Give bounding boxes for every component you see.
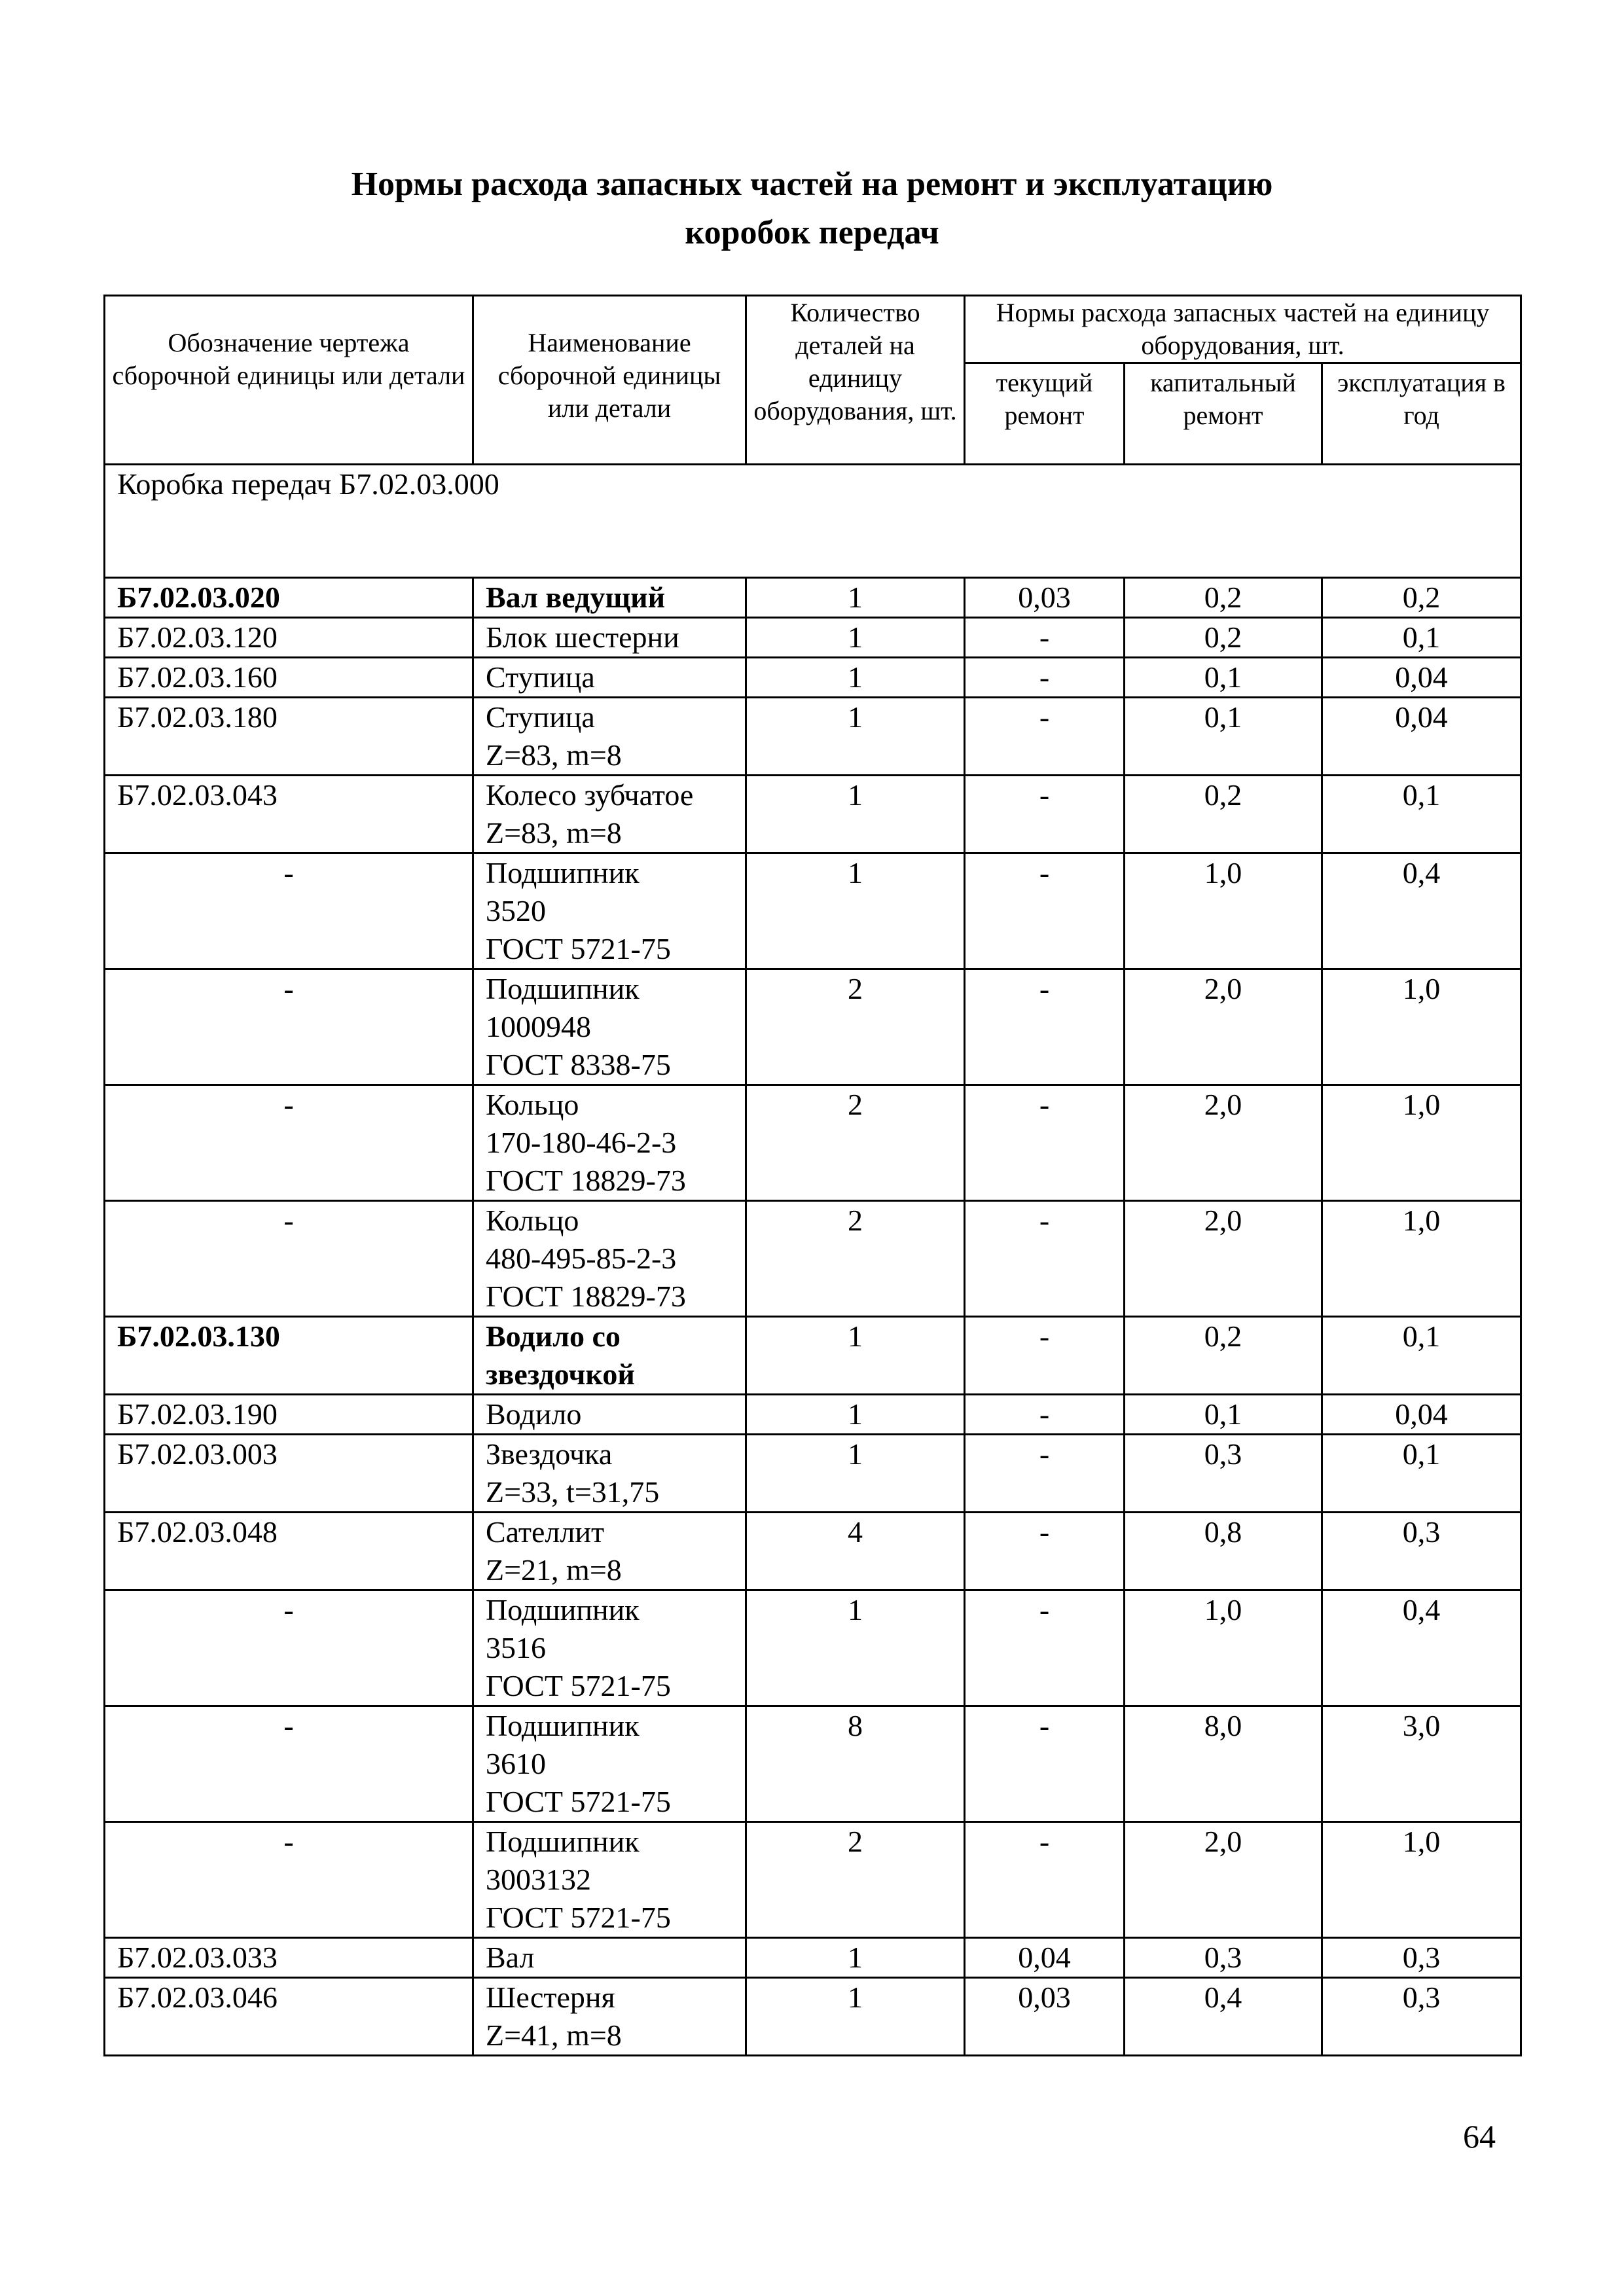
quantity-cell: 1 [746,1938,965,1978]
quantity-cell: 2 [746,1822,965,1938]
section-title: Коробка передач Б7.02.03.000 [105,465,1521,578]
current-repair-cell: - [965,658,1125,698]
capital-repair-cell: 0,8 [1125,1513,1322,1590]
current-repair-cell: 0,04 [965,1938,1125,1978]
name-cell: Вал [473,1938,746,1978]
operation-per-year-cell: 0,04 [1322,1395,1521,1435]
name-cell: Подшипник 3516 ГОСТ 5721-75 [473,1590,746,1706]
name-cell: Кольцо 170-180-46-2-3 ГОСТ 18829-73 [473,1085,746,1201]
current-repair-cell: - [965,1590,1125,1706]
current-repair-cell: - [965,1317,1125,1395]
operation-per-year-cell: 0,2 [1322,578,1521,618]
designation-cell: - [105,1822,473,1938]
quantity-cell: 8 [746,1706,965,1822]
table-row [105,1590,1521,1706]
page-title-line-2: коробок передач [685,214,939,251]
capital-repair-cell: 8,0 [1125,1706,1322,1822]
current-repair-cell: - [965,618,1125,658]
name-cell: Вал ведущий [473,578,746,618]
operation-per-year-cell: 0,3 [1322,1513,1521,1590]
operation-per-year-cell: 0,04 [1322,658,1521,698]
quantity-cell: 1 [746,776,965,853]
header-current-repair: текущий ремонт [965,363,1125,465]
capital-repair-cell: 0,4 [1125,1978,1322,2056]
quantity-cell: 2 [746,1201,965,1317]
operation-per-year-cell: 0,04 [1322,698,1521,776]
name-cell: Колесо зубчатое Z=83, m=8 [473,776,746,853]
capital-repair-cell: 1,0 [1125,1590,1322,1706]
name-cell: Подшипник 3610 ГОСТ 5721-75 [473,1706,746,1822]
name-cell: Блок шестерни [473,618,746,658]
quantity-cell: 1 [746,1395,965,1435]
designation-cell: Б7.02.03.043 [105,776,473,853]
quantity-cell: 1 [746,618,965,658]
current-repair-cell: - [965,853,1125,969]
designation-cell: - [105,1201,473,1317]
name-cell: Сателлит Z=21, m=8 [473,1513,746,1590]
header-name: Наименование сборочной единицы или детали [473,296,746,465]
table-row [105,1706,1521,1822]
operation-per-year-cell: 0,1 [1322,776,1521,853]
current-repair-cell: - [965,776,1125,853]
designation-cell: - [105,1590,473,1706]
header-quantity: Количество деталей на единицу оборудования, шт. [746,296,965,465]
quantity-cell: 1 [746,853,965,969]
designation-cell: Б7.02.03.046 [105,1978,473,2056]
capital-repair-cell: 0,1 [1125,658,1322,698]
table-row [105,1435,1521,1513]
name-cell: Подшипник 3520 ГОСТ 5721-75 [473,853,746,969]
table-row [105,1395,1521,1435]
designation-cell: - [105,1706,473,1822]
current-repair-cell: - [965,1201,1125,1317]
page-number: 64 [1463,2118,1496,2155]
name-cell: Ступица [473,658,746,698]
current-repair-cell: - [965,698,1125,776]
header-operation-per-year: эксплуатация в год [1322,363,1521,465]
designation-cell: Б7.02.03.020 [105,578,473,618]
table-row [105,1938,1521,1978]
table-row [105,776,1521,853]
quantity-cell: 2 [746,969,965,1085]
quantity-cell: 1 [746,1435,965,1513]
designation-cell: Б7.02.03.003 [105,1435,473,1513]
capital-repair-cell: 0,1 [1125,1395,1322,1435]
capital-repair-cell: 0,2 [1125,618,1322,658]
table-body [105,465,1521,2056]
name-cell: Шестерня Z=41, m=8 [473,1978,746,2056]
quantity-cell: 1 [746,1590,965,1706]
table-row [105,658,1521,698]
designation-cell: Б7.02.03.048 [105,1513,473,1590]
page-title-line-1: Нормы расхода запасных частей на ремонт и эксплуатацию [351,166,1273,203]
operation-per-year-cell: 0,4 [1322,853,1521,969]
name-cell: Подшипник 3003132 ГОСТ 5721-75 [473,1822,746,1938]
designation-cell: - [105,969,473,1085]
operation-per-year-cell: 1,0 [1322,1201,1521,1317]
current-repair-cell: - [965,1435,1125,1513]
spare-parts-norms-table [103,295,1522,2056]
operation-per-year-cell: 1,0 [1322,969,1521,1085]
capital-repair-cell: 2,0 [1125,1085,1322,1201]
operation-per-year-cell: 0,3 [1322,1938,1521,1978]
quantity-cell: 1 [746,1317,965,1395]
capital-repair-cell: 2,0 [1125,1201,1322,1317]
quantity-cell: 2 [746,1085,965,1201]
operation-per-year-cell: 3,0 [1322,1706,1521,1822]
operation-per-year-cell: 0,1 [1322,618,1521,658]
table-row [105,1317,1521,1395]
designation-cell: Б7.02.03.160 [105,658,473,698]
quantity-cell: 1 [746,578,965,618]
capital-repair-cell: 2,0 [1125,1822,1322,1938]
table-row [105,618,1521,658]
operation-per-year-cell: 1,0 [1322,1822,1521,1938]
designation-cell: Б7.02.03.120 [105,618,473,658]
quantity-cell: 1 [746,1978,965,2056]
table-row [105,853,1521,969]
designation-cell: Б7.02.03.130 [105,1317,473,1395]
operation-per-year-cell: 0,3 [1322,1978,1521,2056]
quantity-cell: 4 [746,1513,965,1590]
current-repair-cell: - [965,969,1125,1085]
current-repair-cell: 0,03 [965,1978,1125,2056]
name-cell: Водило со звездочкой [473,1317,746,1395]
designation-cell: Б7.02.03.033 [105,1938,473,1978]
operation-per-year-cell: 1,0 [1322,1085,1521,1201]
table-row [105,1201,1521,1317]
table-row [105,578,1521,618]
operation-per-year-cell: 0,1 [1322,1317,1521,1395]
current-repair-cell: - [965,1395,1125,1435]
designation-cell: - [105,1085,473,1201]
table-row [105,1513,1521,1590]
current-repair-cell: 0,03 [965,578,1125,618]
header-capital-repair: капитальный ремонт [1125,363,1322,465]
name-cell: Ступица Z=83, m=8 [473,698,746,776]
quantity-cell: 1 [746,698,965,776]
capital-repair-cell: 0,1 [1125,698,1322,776]
capital-repair-cell: 1,0 [1125,853,1322,969]
current-repair-cell: - [965,1513,1125,1590]
current-repair-cell: - [965,1085,1125,1201]
capital-repair-cell: 0,2 [1125,776,1322,853]
current-repair-cell: - [965,1822,1125,1938]
name-cell: Кольцо 480-495-85-2-3 ГОСТ 18829-73 [473,1201,746,1317]
designation-cell: - [105,853,473,969]
name-cell: Подшипник 1000948 ГОСТ 8338-75 [473,969,746,1085]
capital-repair-cell: 0,3 [1125,1435,1322,1513]
capital-repair-cell: 2,0 [1125,969,1322,1085]
designation-cell: Б7.02.03.190 [105,1395,473,1435]
designation-cell: Б7.02.03.180 [105,698,473,776]
table-row [105,1085,1521,1201]
table-row [105,969,1521,1085]
current-repair-cell: - [965,1706,1125,1822]
table-row [105,1978,1521,2056]
capital-repair-cell: 0,2 [1125,1317,1322,1395]
capital-repair-cell: 0,2 [1125,578,1322,618]
page-title [0,160,1624,257]
table-row [105,1822,1521,1938]
name-cell: Водило [473,1395,746,1435]
quantity-cell: 1 [746,658,965,698]
operation-per-year-cell: 0,1 [1322,1435,1521,1513]
header-norms-group: Нормы расхода запасных частей на единицу оборудования, шт. [965,296,1521,363]
name-cell: Звездочка Z=33, t=31,75 [473,1435,746,1513]
capital-repair-cell: 0,3 [1125,1938,1322,1978]
section-row [105,465,1521,578]
table-row [105,698,1521,776]
header-designation: Обозначение чертежа сборочной единицы или детали [105,296,473,465]
operation-per-year-cell: 0,4 [1322,1590,1521,1706]
